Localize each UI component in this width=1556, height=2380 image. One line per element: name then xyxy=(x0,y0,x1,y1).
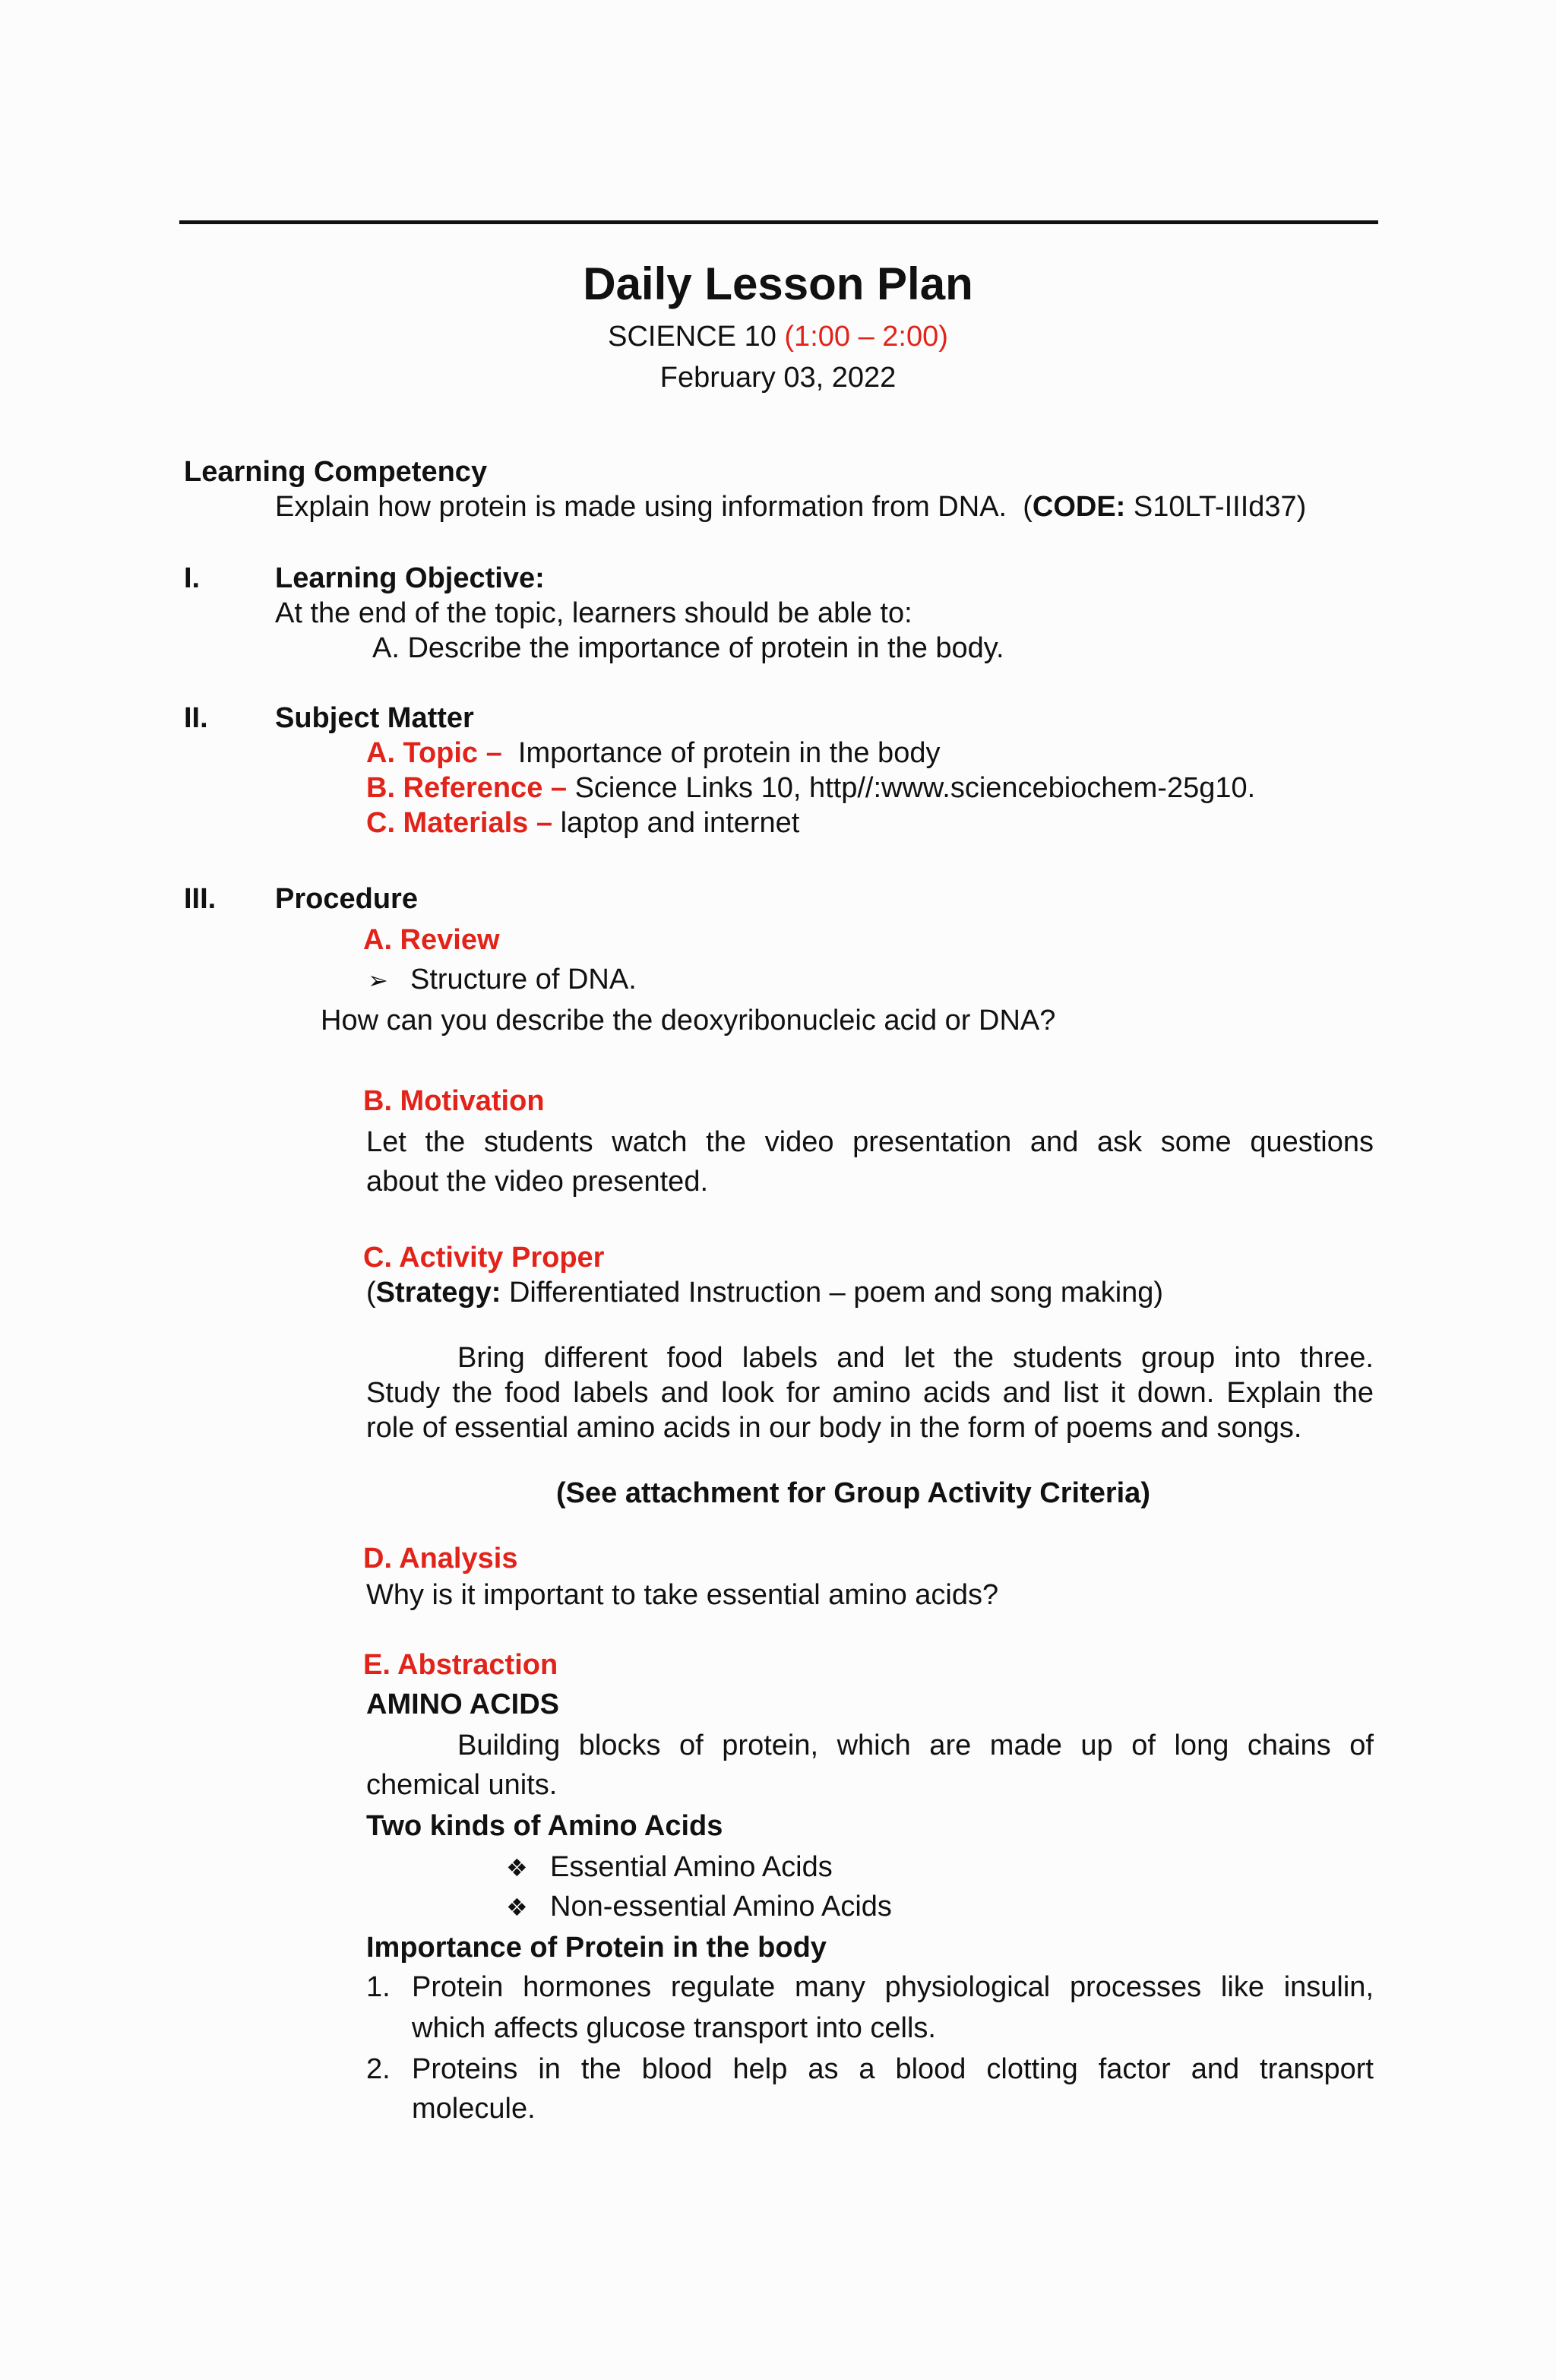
list-item xyxy=(506,1850,833,1885)
attachment-note: (See attachment for Group Activity Criteria) xyxy=(556,1477,1150,1509)
activity-label: C. Activity Proper xyxy=(363,1242,605,1274)
analysis-question: Why is it important to take essential amino acids? xyxy=(366,1579,999,1611)
materials-label: C. Materials – xyxy=(366,807,552,839)
section-numeral-1: I. xyxy=(184,562,201,594)
importance-2-line-2: molecule. xyxy=(412,2093,536,2125)
section-numeral-2: II. xyxy=(184,702,208,734)
strategy-line xyxy=(366,1275,1163,1310)
section-numeral-3: III. xyxy=(184,883,217,915)
amino-line-1: Building blocks of protein, which are made up of long chains of xyxy=(457,1730,1374,1761)
motivation-label: B. Motivation xyxy=(363,1085,545,1117)
reference-label: B. Reference – xyxy=(366,772,568,804)
page-title: Daily Lesson Plan xyxy=(583,258,973,309)
kind-non-essential: Non-essential Amino Acids xyxy=(550,1891,892,1923)
competency-statement: Explain how protein is made using information from DNA. xyxy=(275,491,1007,523)
amino-acids-heading: AMINO ACIDS xyxy=(366,1688,560,1720)
reference-value: Science Links 10, http//:www.sciencebiochem-25g10. xyxy=(574,772,1256,804)
kind-essential: Essential Amino Acids xyxy=(550,1851,833,1883)
lesson-date: February 03, 2022 xyxy=(659,362,897,394)
subject-line xyxy=(0,319,1556,354)
competency-text xyxy=(275,489,1306,524)
objective-intro: At the end of the topic, learners should be able to: xyxy=(275,597,912,629)
review-item xyxy=(368,962,637,998)
analysis-label: D. Analysis xyxy=(363,1543,518,1575)
kinds-heading: Two kinds of Amino Acids xyxy=(366,1810,723,1842)
materials-value: laptop and internet xyxy=(560,807,800,839)
importance-heading: Importance of Protein in the body xyxy=(366,1932,827,1964)
importance-number-2: 2. xyxy=(366,2053,391,2085)
motivation-line-1: Let the students watch the video presentation and ask some questions xyxy=(366,1126,1374,1158)
review-label: A. Review xyxy=(363,924,500,956)
reference-line xyxy=(366,771,1255,805)
importance-1-line-1: Protein hormones regulate many physiological processes like insulin, xyxy=(412,1971,1374,2003)
topic-value: Importance of protein in the body xyxy=(517,737,941,769)
competency-code-label: CODE: xyxy=(1032,491,1126,523)
motivation-line-2: about the video presented. xyxy=(366,1166,709,1198)
importance-2-line-1: Proteins in the blood help as a blood clotting factor and transport xyxy=(412,2053,1374,2085)
activity-line-3: role of essential amino acids in our body in the form of poems and songs. xyxy=(366,1412,1302,1444)
strategy-label: Strategy: xyxy=(375,1277,501,1309)
abstraction-label: E. Abstraction xyxy=(363,1649,558,1681)
strategy-open: ( xyxy=(366,1277,376,1309)
importance-number-1: 1. xyxy=(366,1971,391,2003)
competency-heading: Learning Competency xyxy=(184,456,488,488)
amino-line-2: chemical units. xyxy=(366,1769,558,1801)
strategy-value: Differentiated Instruction – poem and song making) xyxy=(508,1277,1164,1309)
activity-line-1: Bring different food labels and let the students group into three. xyxy=(457,1342,1374,1374)
objective-heading: Learning Objective: xyxy=(275,562,545,594)
activity-line-2: Study the food labels and look for amino acids and list it down. Explain the xyxy=(366,1377,1374,1409)
objective-item: A. Describe the importance of protein in the body. xyxy=(372,632,1004,664)
materials-line xyxy=(366,805,799,840)
subject-matter-heading: Subject Matter xyxy=(275,702,474,734)
competency-code-value: S10LT-IIId37) xyxy=(1133,491,1307,523)
diamond-bullet-icon: ❖ xyxy=(506,1853,528,1882)
diamond-bullet-icon: ❖ xyxy=(506,1893,528,1922)
procedure-heading: Procedure xyxy=(275,883,418,915)
competency-code-open: ( xyxy=(1023,491,1033,523)
review-item-text: Structure of DNA. xyxy=(410,964,637,995)
arrow-bullet-icon: ➢ xyxy=(368,966,388,995)
subject-name: SCIENCE 10 xyxy=(608,321,776,353)
topic-label: A. Topic – xyxy=(366,737,502,769)
review-question: How can you describe the deoxyribonucleic acid or DNA? xyxy=(321,1005,1056,1037)
list-item xyxy=(506,1889,892,1925)
header-rule xyxy=(179,220,1378,224)
topic-line xyxy=(366,736,940,771)
class-time: (1:00 – 2:00) xyxy=(784,321,948,353)
importance-1-line-2: which affects glucose transport into cells. xyxy=(412,2012,936,2044)
